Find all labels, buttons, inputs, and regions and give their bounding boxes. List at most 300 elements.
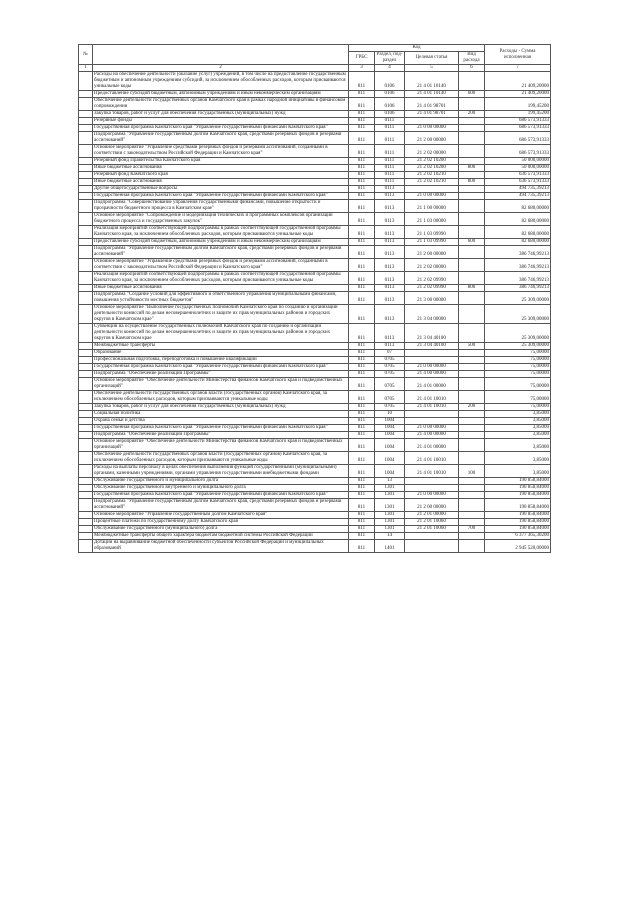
row-amount: 3,85000: [485, 439, 551, 452]
row-amount: 494 735,39213: [485, 193, 551, 200]
row-section: 1004: [375, 418, 405, 425]
row-article: 21 2 02 00000: [405, 259, 459, 272]
row-expense-type: [459, 226, 485, 239]
row-grbs: 811: [349, 145, 375, 158]
row-number: [79, 512, 93, 519]
row-article: 21 3 04 40100: [405, 343, 459, 350]
row-amount: 190 858,84000: [485, 485, 551, 492]
row-expense-type: [459, 452, 485, 465]
row-name: Реализация мероприятий соответствующей подпрограммы в рамках соответствующей государственной программы Камчатского края, за исключением обособленных расходов, которым присваиваются уникальные коды: [93, 272, 349, 285]
row-expense-type: [459, 324, 485, 343]
row-article: 21 0 00 00000: [405, 492, 459, 499]
row-article: 21 2 02 09990: [405, 272, 459, 285]
column-header-name: [93, 45, 349, 65]
row-amount: 75,00000: [485, 364, 551, 371]
row-amount: 686 573,91333: [485, 118, 551, 125]
table-row: [79, 519, 551, 526]
row-section: 0705: [375, 404, 405, 411]
column-number-row: [79, 65, 551, 72]
row-number: [79, 357, 93, 364]
row-amount: 82 680,00000: [485, 213, 551, 226]
row-grbs: 811: [349, 512, 375, 519]
row-article: 21 4 01 10010: [405, 391, 459, 404]
row-expense-type: [459, 72, 485, 91]
row-name: Государственная программа Камчатского края "Управление государственными финансами Камчатского края": [93, 125, 349, 132]
row-number: [79, 378, 93, 391]
row-article: 21 2 02 10210: [405, 172, 459, 179]
row-section: 0111: [375, 125, 405, 132]
row-grbs: 811: [349, 465, 375, 478]
row-number: [79, 305, 93, 324]
table-row: [79, 432, 551, 439]
row-expense-type: [459, 485, 485, 492]
table-row: [79, 259, 551, 272]
column-header-number: №: [79, 45, 93, 65]
row-number: [79, 391, 93, 404]
row-name: Субвенции на осуществление государственных полномочий Камчатского края по созданию и организации деятельности комиссий по делам несовершеннолетних и защите их прав муниципальных районов и городских округов в Камчатском крае: [93, 324, 349, 343]
row-grbs: 811: [349, 125, 375, 132]
row-grbs: 811: [349, 72, 375, 91]
row-section: 1004: [375, 439, 405, 452]
row-number: [79, 118, 93, 125]
row-number: [79, 519, 93, 526]
table-row: [79, 452, 551, 465]
row-grbs: 811: [349, 343, 375, 350]
row-expense-type: 100: [459, 465, 485, 478]
row-grbs: 811: [349, 452, 375, 465]
row-expense-type: [459, 246, 485, 259]
row-name: Подпрограмма "Совершенствование управления государственными финансами, повышение открытости и прозрачности бюджетного процесса в Камчатском крае": [93, 200, 349, 213]
row-name: Основное мероприятие "Выполнение государственных полномочий Камчатского края по созданию и организации деятельности комиссий по делам несовершеннолетних и защите их прав муниципальных районов и городских округов в Камчатском крае": [93, 305, 349, 324]
row-grbs: 811: [349, 350, 375, 357]
column-header-article: Целевая статья: [405, 52, 459, 65]
row-section: 1301: [375, 499, 405, 512]
row-number: [79, 439, 93, 452]
row-name: Основное мероприятие "Управление средствами резервных фондов и резервами ассигнований, созданными в соответствии с законодательством Российской Федерации и Камчатского края": [93, 145, 349, 158]
row-number: [79, 272, 93, 285]
row-grbs: 811: [349, 118, 375, 125]
row-article: [405, 418, 459, 425]
row-grbs: 811: [349, 158, 375, 165]
column-header-section: Раздел, под-раздел: [375, 52, 405, 65]
row-number: [79, 285, 93, 292]
row-section: 0113: [375, 246, 405, 259]
row-number: [79, 432, 93, 439]
row-name: Предоставление субсидий бюджетным, автономным учреждениям и иным некоммерческим организациям: [93, 239, 349, 246]
row-expense-type: [459, 478, 485, 485]
row-grbs: 811: [349, 132, 375, 145]
table-row: [79, 357, 551, 364]
row-section: 0113: [375, 259, 405, 272]
row-number: [79, 371, 93, 378]
row-grbs: 811: [349, 499, 375, 512]
row-article: 21 4 01 10010: [405, 404, 459, 411]
row-amount: 686 573,91333: [485, 132, 551, 145]
row-amount: 82 680,00000: [485, 200, 551, 213]
row-name: Основное мероприятие "Обеспечение деятельности Министерства финансов Камчатского края и подведомственных организаций": [93, 439, 349, 452]
row-section: 0111: [375, 179, 405, 186]
row-grbs: 811: [349, 186, 375, 193]
row-section: 0113: [375, 305, 405, 324]
row-name: Предоставление субсидий бюджетным, автономным учреждениям и иным некоммерческим организациям: [93, 91, 349, 98]
row-name: Резервный фонд Камчатского края: [93, 172, 349, 179]
row-grbs: 811: [349, 391, 375, 404]
row-expense-type: 600: [459, 239, 485, 246]
table-row: [79, 485, 551, 492]
row-grbs: 811: [349, 179, 375, 186]
row-name: Закупка товаров, работ и услуг для обеспечения государственных (муниципальных) нужд: [93, 111, 349, 118]
row-section: 1301: [375, 485, 405, 492]
table-row: [79, 526, 551, 533]
row-number: [79, 226, 93, 239]
row-expense-type: [459, 364, 485, 371]
row-expense-type: [459, 519, 485, 526]
row-number: [79, 72, 93, 91]
row-section: 0111: [375, 145, 405, 158]
row-expense-type: [459, 533, 485, 540]
row-number: [79, 364, 93, 371]
row-number: [79, 350, 93, 357]
row-number: [79, 259, 93, 272]
row-number: [79, 485, 93, 492]
row-grbs: 811: [349, 478, 375, 485]
row-section: 0113: [375, 343, 405, 350]
table-row: [79, 540, 551, 553]
row-name: Государственная программа Камчатского края "Управление государственными финансами Камчатского края": [93, 364, 349, 371]
row-name: Обеспечение деятельности государственных органов власти (государственных органов) Камчатского края, за исключением обособленных расходов, которым присваиваются уникальные коды: [93, 452, 349, 465]
row-grbs: 811: [349, 404, 375, 411]
row-expense-type: [459, 540, 485, 553]
table-row: [79, 72, 551, 91]
row-amount: 190 858,84000: [485, 526, 551, 533]
row-section: 0113: [375, 292, 405, 305]
row-article: 21 3 00 00000: [405, 292, 459, 305]
row-amount: 2 945 520,00000: [485, 540, 551, 553]
row-amount: 199,45200: [485, 111, 551, 118]
table-row: [79, 172, 551, 179]
row-name: Обеспечение деятельности государственных органов Камчатского края в рамках народной инициативы в финансовом сопровождении: [93, 98, 349, 111]
table-row: [79, 418, 551, 425]
row-number: [79, 213, 93, 226]
row-amount: 75,00000: [485, 350, 551, 357]
row-expense-type: [459, 411, 485, 418]
row-amount: 3,85000: [485, 465, 551, 478]
table-row: [79, 91, 551, 98]
row-name: Дотации на выравнивание бюджетной обеспеченности субъектов Российской Федерации и муниципальных образований: [93, 540, 349, 553]
table-row: [79, 411, 551, 418]
table-row: [79, 465, 551, 478]
row-section: 0106: [375, 91, 405, 98]
table-row: [79, 226, 551, 239]
row-section: 1401: [375, 540, 405, 553]
row-section: 0111: [375, 118, 405, 125]
row-name: Обслуживание государственного и муниципального долга: [93, 478, 349, 485]
row-grbs: 811: [349, 364, 375, 371]
budget-table: [78, 44, 551, 553]
row-expense-type: [459, 259, 485, 272]
table-row: [79, 305, 551, 324]
row-number: [79, 499, 93, 512]
row-expense-type: [459, 305, 485, 324]
row-name: Подпрограмма "Управление государственным долгом Камчатского края, средствами резервных фондов и резервами ассигнований": [93, 132, 349, 145]
row-name: Иные бюджетные ассигнования: [93, 179, 349, 186]
row-amount: 190 858,84000: [485, 512, 551, 519]
table-row: [79, 118, 551, 125]
table-row: [79, 246, 551, 259]
row-article: 21 1 03 00000: [405, 213, 459, 226]
row-amount: 75,00000: [485, 371, 551, 378]
row-expense-type: [459, 439, 485, 452]
row-name: Процентные платежи по государственному долгу Камчатского края: [93, 519, 349, 526]
row-section: 0113: [375, 213, 405, 226]
row-name: Реализация мероприятий соответствующей подпрограммы в рамках соответствующей государственной программы Камчатского края, за исключением обособленных расходов, которым присваиваются уникальные коды: [93, 226, 349, 239]
row-article: 21 4 01 10140: [405, 91, 459, 98]
row-amount: 190 858,84000: [485, 492, 551, 499]
row-name: Обслуживание государственного внутреннего и муниципального долга: [93, 485, 349, 492]
row-grbs: 811: [349, 378, 375, 391]
row-name: Иные бюджетные ассигнования: [93, 165, 349, 172]
row-section: 0705: [375, 357, 405, 364]
row-grbs: 811: [349, 519, 375, 526]
row-name: Закупка товаров, работ и услуг для обеспечения государственных (муниципальных) нужд: [93, 404, 349, 411]
column-number: 1: [79, 65, 93, 72]
column-number: 5: [405, 65, 459, 72]
row-amount: 82 680,00000: [485, 239, 551, 246]
row-section: 1004: [375, 432, 405, 439]
row-number: [79, 533, 93, 540]
row-name: Подпрограмма "Обеспечение реализации Программы": [93, 432, 349, 439]
row-section: 0705: [375, 378, 405, 391]
row-expense-type: 800: [459, 285, 485, 292]
row-grbs: 811: [349, 305, 375, 324]
table-row: [79, 186, 551, 193]
row-article: 21 2 02 00000: [405, 145, 459, 158]
row-section: 1004: [375, 452, 405, 465]
row-article: 21 4 01 10010: [405, 465, 459, 478]
column-header-grbs: ГРБС: [349, 52, 375, 65]
row-expense-type: [459, 378, 485, 391]
row-amount: 50 000,00000: [485, 165, 551, 172]
row-article: [405, 357, 459, 364]
row-expense-type: [459, 432, 485, 439]
row-expense-type: [459, 272, 485, 285]
row-section: 1004: [375, 465, 405, 478]
row-section: 0705: [375, 371, 405, 378]
table-row: [79, 179, 551, 186]
row-expense-type: [459, 292, 485, 305]
row-expense-type: [459, 98, 485, 111]
row-grbs: 811: [349, 98, 375, 111]
row-amount: 199,45200: [485, 98, 551, 111]
row-amount: 386 746,99213: [485, 272, 551, 285]
table-row: [79, 132, 551, 145]
row-article: 21 1 03 09990: [405, 226, 459, 239]
row-expense-type: 200: [459, 404, 485, 411]
row-article: 21 2 02 10210: [405, 179, 459, 186]
row-number: [79, 239, 93, 246]
row-expense-type: [459, 145, 485, 158]
row-grbs: 811: [349, 425, 375, 432]
row-number: [79, 158, 93, 165]
table-row: [79, 125, 551, 132]
row-article: 21 1 00 00000: [405, 200, 459, 213]
row-grbs: 811: [349, 324, 375, 343]
row-number: [79, 111, 93, 118]
row-section: 13: [375, 478, 405, 485]
budget-report-sheet: [78, 44, 550, 553]
row-section: 0111: [375, 165, 405, 172]
row-expense-type: [459, 391, 485, 404]
row-number: [79, 492, 93, 499]
row-name: Другие общегосударственные вопросы: [93, 186, 349, 193]
table-row: [79, 145, 551, 158]
row-number: [79, 411, 93, 418]
row-name: Расходы на выплаты персоналу в целях обеспечения выполнения функций государственными (муниципальными) органами, казенными учреждениями, органами управления государственными внебюджетными фондами: [93, 465, 349, 478]
row-grbs: 811: [349, 418, 375, 425]
row-section: 1301: [375, 526, 405, 533]
row-name: Обслуживание государственного (муниципального) долга: [93, 526, 349, 533]
column-header-amount: Расходы - Сумма исполненная: [485, 45, 551, 65]
row-expense-type: [459, 132, 485, 145]
row-expense-type: [459, 418, 485, 425]
row-number: [79, 132, 93, 145]
row-section: 0113: [375, 226, 405, 239]
row-name: Государственная программа Камчатского края "Управление государственными финансами Камчатского края": [93, 492, 349, 499]
row-name: Государственная программа Камчатского края "Управление государственными финансами Камчатского края": [93, 193, 349, 200]
row-name: Подпрограмма "Создание условий для эффективного и ответственного управления муниципальными финансами, повышения устойчивости местных бюджетов": [93, 292, 349, 305]
row-article: [405, 478, 459, 485]
row-grbs: 811: [349, 91, 375, 98]
row-section: 1301: [375, 512, 405, 519]
row-amount: 25 309,00000: [485, 324, 551, 343]
row-expense-type: 500: [459, 343, 485, 350]
row-article: 21 4 00 00000: [405, 432, 459, 439]
row-expense-type: 600: [459, 91, 485, 98]
row-article: 21 0 00 00000: [405, 425, 459, 432]
row-number: [79, 165, 93, 172]
row-number: [79, 418, 93, 425]
row-amount: 686 573,91333: [485, 145, 551, 158]
row-number: [79, 452, 93, 465]
row-expense-type: [459, 492, 485, 499]
table-row: [79, 98, 551, 111]
row-expense-type: [459, 193, 485, 200]
row-grbs: 811: [349, 371, 375, 378]
row-expense-type: 800: [459, 165, 485, 172]
row-article: [405, 540, 459, 553]
row-grbs: 811: [349, 226, 375, 239]
row-article: 21 4 00 00000: [405, 371, 459, 378]
row-section: 0106: [375, 111, 405, 118]
row-expense-type: [459, 512, 485, 519]
table-row: [79, 285, 551, 292]
table-row: [79, 371, 551, 378]
row-expense-type: [459, 213, 485, 226]
row-grbs: 811: [349, 246, 375, 259]
row-section: 14: [375, 533, 405, 540]
row-article: 21 2 00 00000: [405, 132, 459, 145]
row-expense-type: [459, 118, 485, 125]
row-article: 21 3 04 00000: [405, 305, 459, 324]
row-expense-type: [459, 172, 485, 179]
row-article: 21 4 01 10140: [405, 72, 459, 91]
row-name: Основное мероприятие "Управление средствами резервных фондов и резервами ассигнований, созданными в соответствии с законодательством Российской Федерации и Камчатского края": [93, 259, 349, 272]
row-grbs: 811: [349, 432, 375, 439]
row-name: Резервные фонды: [93, 118, 349, 125]
table-row: [79, 111, 551, 118]
row-section: 0111: [375, 158, 405, 165]
column-number: 4: [375, 65, 405, 72]
row-article: 21 4 01 00000: [405, 439, 459, 452]
row-grbs: 811: [349, 357, 375, 364]
row-grbs: 811: [349, 213, 375, 226]
table-row: [79, 239, 551, 246]
row-expense-type: [459, 425, 485, 432]
row-number: [79, 324, 93, 343]
table-row: [79, 165, 551, 172]
row-number: [79, 179, 93, 186]
row-section: 0113: [375, 272, 405, 285]
row-name: Резервный фонд Правительства Камчатского края: [93, 158, 349, 165]
row-amount: 75,00000: [485, 378, 551, 391]
row-article: 21 2 00 00000: [405, 246, 459, 259]
table-row: [79, 272, 551, 285]
row-amount: 6 377 365,30200: [485, 533, 551, 540]
row-expense-type: 700: [459, 526, 485, 533]
row-amount: 494 735,39213: [485, 186, 551, 193]
table-row: [79, 378, 551, 391]
row-amount: 686 573,91333: [485, 125, 551, 132]
row-article: 21 3 04 40100: [405, 324, 459, 343]
row-section: 0113: [375, 285, 405, 292]
row-name: Подпрограмма "Управление государственным долгом Камчатского края, средствами резервных фондов и резервами ассигнований": [93, 499, 349, 512]
row-amount: 25 309,00000: [485, 305, 551, 324]
row-grbs: 811: [349, 439, 375, 452]
column-group-code: Код: [349, 45, 485, 52]
row-amount: 21 409,20000: [485, 72, 551, 91]
table-row: [79, 213, 551, 226]
row-amount: 190 858,84000: [485, 478, 551, 485]
row-article: 21 2 00 00000: [405, 499, 459, 512]
table-row: [79, 439, 551, 452]
row-grbs: 811: [349, 285, 375, 292]
row-number: [79, 172, 93, 179]
row-name: Основное мероприятие "Сопровождение и модернизация технических и программных комплексов организации бюджетного процесса и государственных закупок": [93, 213, 349, 226]
row-expense-type: 800: [459, 179, 485, 186]
column-number: 3: [349, 65, 375, 72]
row-name: Расходы на обеспечение деятельности (оказание услуг) учреждений, в том числе на предоставление государственным бюджетным и автономным учреждениям субсидий, за исключением обособленных расходов, которым присваиваются уникальные коды: [93, 72, 349, 91]
row-amount: 75,00000: [485, 357, 551, 364]
row-article: 21 4 01 10010: [405, 452, 459, 465]
row-section: 0113: [375, 186, 405, 193]
row-number: [79, 343, 93, 350]
row-expense-type: [459, 125, 485, 132]
table-row: [79, 492, 551, 499]
table-row: [79, 478, 551, 485]
row-article: 21 4 01 00000: [405, 378, 459, 391]
column-number: 2: [93, 65, 349, 72]
row-name: Подпрограмма "Обеспечение реализации Программы": [93, 371, 349, 378]
row-expense-type: [459, 350, 485, 357]
row-amount: 25 309,00000: [485, 292, 551, 305]
row-grbs: 811: [349, 533, 375, 540]
row-number: [79, 193, 93, 200]
column-header-expense-type: Вид расхода: [459, 52, 485, 65]
row-name: Государственная программа Камчатского края "Управление государственными финансами Камчатского края": [93, 425, 349, 432]
row-article: 21 0 00 00000: [405, 193, 459, 200]
row-expense-type: [459, 186, 485, 193]
row-number: [79, 526, 93, 533]
